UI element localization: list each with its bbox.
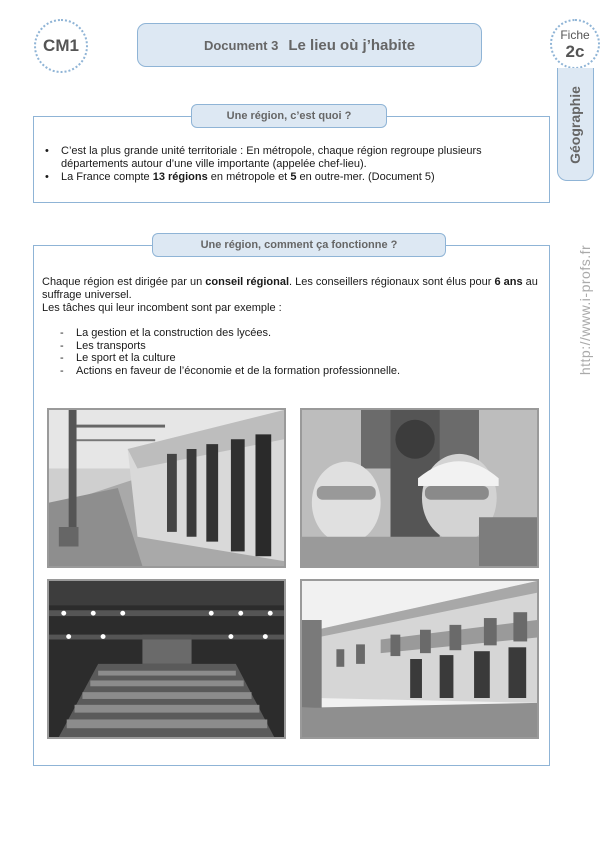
bullet-text: en outre-mer. (Document 5) [296, 171, 435, 183]
subject-label: Géographie [567, 86, 583, 164]
tasks-intro: Les tâches qui leur incombent sont par exemple : [42, 302, 282, 314]
workers-photo [300, 408, 539, 568]
theatre-photo [47, 579, 286, 739]
task-item: - Les transports [60, 340, 540, 353]
tasks-list [60, 327, 540, 377]
title-text: Le lieu où j’habite [288, 36, 416, 54]
task-item: - Actions en faveur de l’économie et de la formation professionnelle. [60, 365, 540, 378]
task-item: - Le sport et la culture [60, 352, 540, 365]
fiche-badge [550, 19, 600, 69]
bullet-text: C’est la plus grande unité territoriale : En métropole, chaque région regroupe plusieurs départements autour d’une ville importante (appelée chef-lieu). [61, 145, 482, 170]
page-title [137, 23, 482, 67]
website-url: http://www.i-profs.fr [577, 244, 593, 376]
body-paragraph [42, 276, 542, 315]
intro-bold: 6 ans [494, 276, 523, 288]
intro-bold: conseil régional [205, 276, 290, 288]
fiche-label: Fiche [560, 27, 590, 42]
section-heading-2: Une région, comment ça fonctionne ? [152, 233, 446, 257]
fiche-number: 2c [565, 41, 585, 61]
level-label: CM1 [43, 36, 79, 55]
bullet-text: en métropole et [207, 171, 291, 183]
region-bullet-list [42, 145, 542, 184]
bullet-item [42, 171, 542, 184]
bullet-text: La France compte [61, 171, 153, 183]
section-heading-1: Une région, c’est quoi ? [191, 104, 387, 128]
level-badge [34, 19, 88, 73]
bullet-bold: 13 régions [152, 171, 208, 183]
intro-text: . Les conseillers régionaux sont élus pour [289, 276, 495, 288]
train-photo [47, 408, 286, 568]
intro-text: Chaque région est dirigée par un [42, 276, 206, 288]
document-label: Document 3 [203, 37, 279, 53]
bullet-bold: 5 [290, 171, 297, 183]
building-photo [300, 579, 539, 739]
bullet-item [42, 145, 542, 171]
intro-text: au suffrage universel. [42, 276, 538, 301]
task-item: - La gestion et la construction des lycées. [60, 327, 540, 340]
